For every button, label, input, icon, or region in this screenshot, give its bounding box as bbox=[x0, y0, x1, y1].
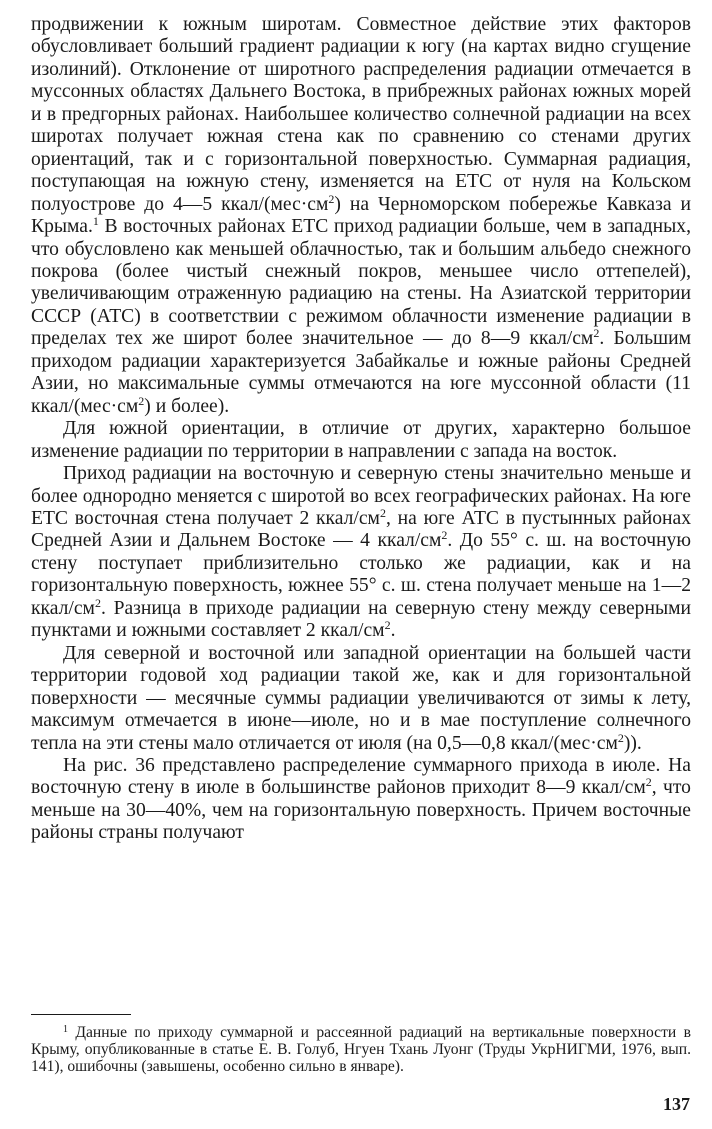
main-text bbox=[31, 14, 691, 845]
superscript-2: 2 bbox=[94, 595, 101, 610]
page-body bbox=[31, 14, 691, 845]
superscript-2: 2 bbox=[384, 618, 391, 633]
paragraph-1-text-c: В восточных районах ЕТС приход радиации больше, чем в западных, что обусловлено как меньшей облачностью, так и большим альбедо снежного покрова (более чистый снежный покров, меньшее число оттепелей), увеличивающим отраженную радиацию на стены. На Азиатской территории СССР (АТС) в соответствии с режимом облачности изменение радиации в пределах тех же широт более значительное — до 8—9 ккал/см bbox=[31, 216, 691, 350]
paragraph-1-text-b: ) на Черноморском побережье Кавказа и Крыма. bbox=[31, 193, 692, 238]
paragraph-4-text-b: )). bbox=[623, 732, 642, 754]
paragraph-3-text-c: . До 55° с. ш. на восточную стену поступает приблизительно столько же радиации, как и на горизонтальную поверхность, южнее 55° с. ш. стена получает меньше на 1—2 ккал/см bbox=[31, 530, 691, 619]
paragraph-1-text-e: ) и более). bbox=[144, 395, 230, 417]
superscript-2: 2 bbox=[617, 730, 624, 745]
paragraph-3 bbox=[31, 463, 691, 643]
paragraph-3-text-b: , на юге АТС в пустынных районах Средней Азии и Дальнем Востоке — 4 ккал/см bbox=[31, 507, 691, 552]
paragraph-5 bbox=[31, 755, 691, 845]
superscript-2: 2 bbox=[441, 528, 448, 543]
superscript-2: 2 bbox=[593, 326, 600, 341]
footnote-text: Данные по приходу суммарной и рассеянной радиаций на вертикальные поверхности в Крыму, опубликованные в статье Е. В. Голуб, Нгуен Тхань Луонг (Труды УкрНИГМИ, 1976, вып. 141), ошибочны (завышены, особенно сильно в январе). bbox=[31, 1024, 691, 1076]
superscript-2: 2 bbox=[328, 191, 335, 206]
paragraph-5-text-b: , что меньше на 30—40%, чем на горизонтальную поверхность. Причем восточные районы страны получают bbox=[31, 777, 691, 844]
footnote-marker: 1 bbox=[63, 1024, 68, 1035]
superscript-2: 2 bbox=[379, 505, 386, 520]
paragraph-1 bbox=[31, 14, 691, 418]
footnote bbox=[31, 1024, 691, 1076]
paragraph-3-text-e: . bbox=[390, 620, 396, 642]
paragraph-1-text-a: продвижении к южным широтам. Совместное действие этих факторов обусловливает больший градиент радиации к югу (на картах видно сгущение изолиний). Отклонение от широтного распределения радиации отмечается в муссонных областях Дальнего Востока, в прибрежных районах южных морей и в предгорных районах. Наибольшее количество солнечной радиации на всех широтах получает южная стена как по сравнению со стенами других ориентаций, так и с горизонтальной поверхностью. Суммарная радиация, поступающая на южную стену, изменяется на ЕТС от нуля на Кольском полуострове до 4—5 ккал/(мес·см bbox=[31, 14, 691, 215]
paragraph-5-text-a: На рис. 36 представлено распределение суммарного прихода в июле. На восточную стену в июле в большинстве районов приходит 8—9 ккал/см bbox=[31, 754, 691, 799]
superscript-2: 2 bbox=[645, 775, 652, 790]
superscript-2: 2 bbox=[138, 393, 145, 408]
paragraph-2: Для южной ориентации, в отличие от других, характерно большое изменение радиации по территории в направлении с запада на восток. bbox=[31, 418, 691, 462]
paragraph-1-text-d: . Большим приходом радиации характеризуется Забайкалье и южные районы Средней Азии, но максимальные суммы отмечаются на юге муссонной области (11 ккал/(мес·см bbox=[31, 328, 691, 417]
paragraph-4-text-a: Для северной и восточной или западной ориентации на большей части территории годовой ход радиации такой же, как и для горизонтальной поверхности — месячные суммы радиации увеличиваются от зимы к лету, максимум отмечается в июне—июле, но и в мае поступление солнечного тепла на эти стены мало отличается от июля (на 0,5—0,8 ккал/(мес·см bbox=[31, 642, 691, 754]
paragraph-3-text-a: Приход радиации на восточную и северную стены значительно меньше и более однородно меняется с широтой во всех географических районах. На юге ЕТС восточная стена получает 2 ккал/см bbox=[31, 463, 691, 529]
footnote-ref[interactable]: 1 bbox=[92, 214, 99, 229]
paragraph-3-text-d: . Разница в приходе радиации на северную стену между северными пунктами и южными составляет 2 ккал/см bbox=[31, 597, 691, 642]
footnote-divider bbox=[31, 1014, 131, 1015]
paragraph-4 bbox=[31, 643, 691, 755]
page-number: 137 bbox=[663, 1094, 690, 1114]
